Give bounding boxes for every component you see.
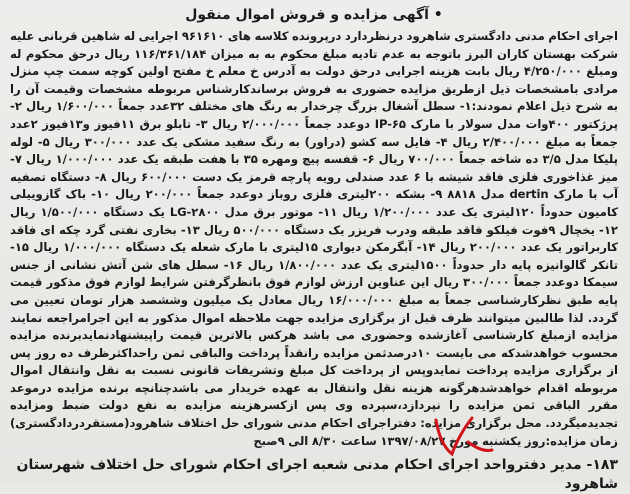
notice-title: • آگهی مزایده و فروش اموال منقول [185,7,443,23]
red-pen-mark [428,412,498,462]
notice-body: اجرای احکام مدنی دادگستری شاهرود درنظردارد درپرونده کلاسه های ۹۶۱۶۱۰ اجرایی له شاهین قربانی علیه شرکت بهستان کاران البرز باتوجه به عدم تادیه مبلغ محکوم به به میزان ۱۱۶/۳۶۱/۱۸۴ ریال درحق محکوم له ومبلغ ۴/۲۵۰/۰۰۰ ریال بابت هزینه اجرایی درحق دولت به آدرس خ معلم خ مفتح اولین کوچه سمت چپ منزل مرادی بامشخصات ذیل ازطریق مزایده حضوری به فروش برساندکارشناس مربوطه مشخصات وقیمت آن را به شرح ذیل اعلام نمودند:۱- سطل آشغال بزرگ چرخدار به رنگ های مختلف ۳۲عدد جمعاً ۱/۶۰۰/۰۰۰ ریال ۲- پرژکتور ۴۰۰وات مدل سولار با مارک IP-۶۵ دوعدد جمعاً ۲/۰۰۰/۰۰۰ ریال ۳- تابلو برق ۱۱فیوز و۱۳فیوز ۲عدد جمعاً به مبلغ ۲/۴۰۰/۰۰۰ ریال ۴- فایل سه کشو (دراور) به رنگ سفید مشکی یک عدد ۳۰۰/۰۰۰ ریال ۵- لوله پلیکا مدل ۳/۵ ده شاخه جمعاً ۷۰۰/۰۰۰ ریال ۶- قفسه پیچ ومهره ۳۵ با هفت طبقه یک عدد ۱/۰۰۰/۰۰۰ ریال ۷- میز غذاخوری فلزی فاقد شیشه با ۶ عدد صندلی رویه پارچه قرمز یک دست ۶۰۰/۰۰۰ ریال ۸- دستگاه تصفیه آب با مارک dertin مدل ۸۸۱۸ ۹- بشکه ۲۰۰لیتری فلزی روباز دوعدد جمعاً ۲۰۰/۰۰۰ ریال ۱۰- باک گازوییلی کامیون حدوداً ۱۲۰لیتری یک عدد ۱/۲۰۰/۰۰۰ ریال ۱۱- موتور برق مدل LG-۲۸۰۰ یک دستگاه ۱/۵۰۰/۰۰۰ ریال ۱۲- یخچال ۹فوت فیلکو فاقد طبقه ودرب فریزر یک دستگاه ۵۰۰/۰۰۰ ریال ۱۳- بخاری نفتی گرد چکه ای فاقد کاربراتور یک عدد ۲۰۰/۰۰۰ ریال ۱۴- آبگرمکن دیواری ۱۵لیتری با مارک شعله یک دستگاه ۱/۰۰۰/۰۰۰ ریال ۱۵- تانکر گالوانیزه پایه دار حدوداً ۱۵۰۰لیتری یک عدد ۱/۸۰۰/۰۰۰ ریال ۱۶- سطل های شن آتش نشانی از جنس سیمکا دوعدد جمعاً ۳۰۰/۰۰۰ ریال این عناوین ارزش لوازم فوق بانظرگرفتن شرایط لوازم فوق مذکور قیمت پایه طبق نظرکارشناسی جمعاً به مبلغ ۱۶/۰۰۰/۰۰۰ ریال معادل یک میلیون وششصد هزار تومان تعیین می گردد. لذا طالبین میتوانند ظرف قبل از برگزاری مزایده جهت ملاحظه اموال مذکور به این اجرامراجعه نمایند مزایده ازمبلغ کارشناسی آغازشده وحضوری می باشد هرکس بالاترین قیمت راپیشنهادنمایدبرنده مزایده محسوب خواهدشدکه می بایست ۱۰درصدثمن مزایده رانقداً پرداخت والباقی ثمن راحداکثرظرف ده روز پس از برگزاری مزایده پرداخت نمایدوپس از پرداخت کل مبلغ وتشریفات قانونی نسبت به نقل وانتقال اموال مربوطه اقدام خواهدشدهرگونه هزینه نقل وانتقال به عهده خریدار می باشدچنانچه برنده مزایده درموعد مقرر الباقی ثمن مزایده را نپردازد،سپرده وی پس ازکسرهزینه مزایده به نفع دولت ضبط ومزایده تجدیدمیگردد. محل برگزاری مزایده: دفتراجرای احکام مدنی شورای حل اختلاف شاهرود(مستقردردادگستری) زمان مزایده:روز یکشنبه مورخ ۱۳۹۷/۰۸/۲۷ ساعت ۸/۳۰ الی ۹صبح [10,29,619,448]
notice-signature: ۱۸۳- مدیر دفترواحد اجرای احکام مدنی شعبه اجرای احکام شورای حل اختلاف شهرستان شاهرود [16,457,618,493]
